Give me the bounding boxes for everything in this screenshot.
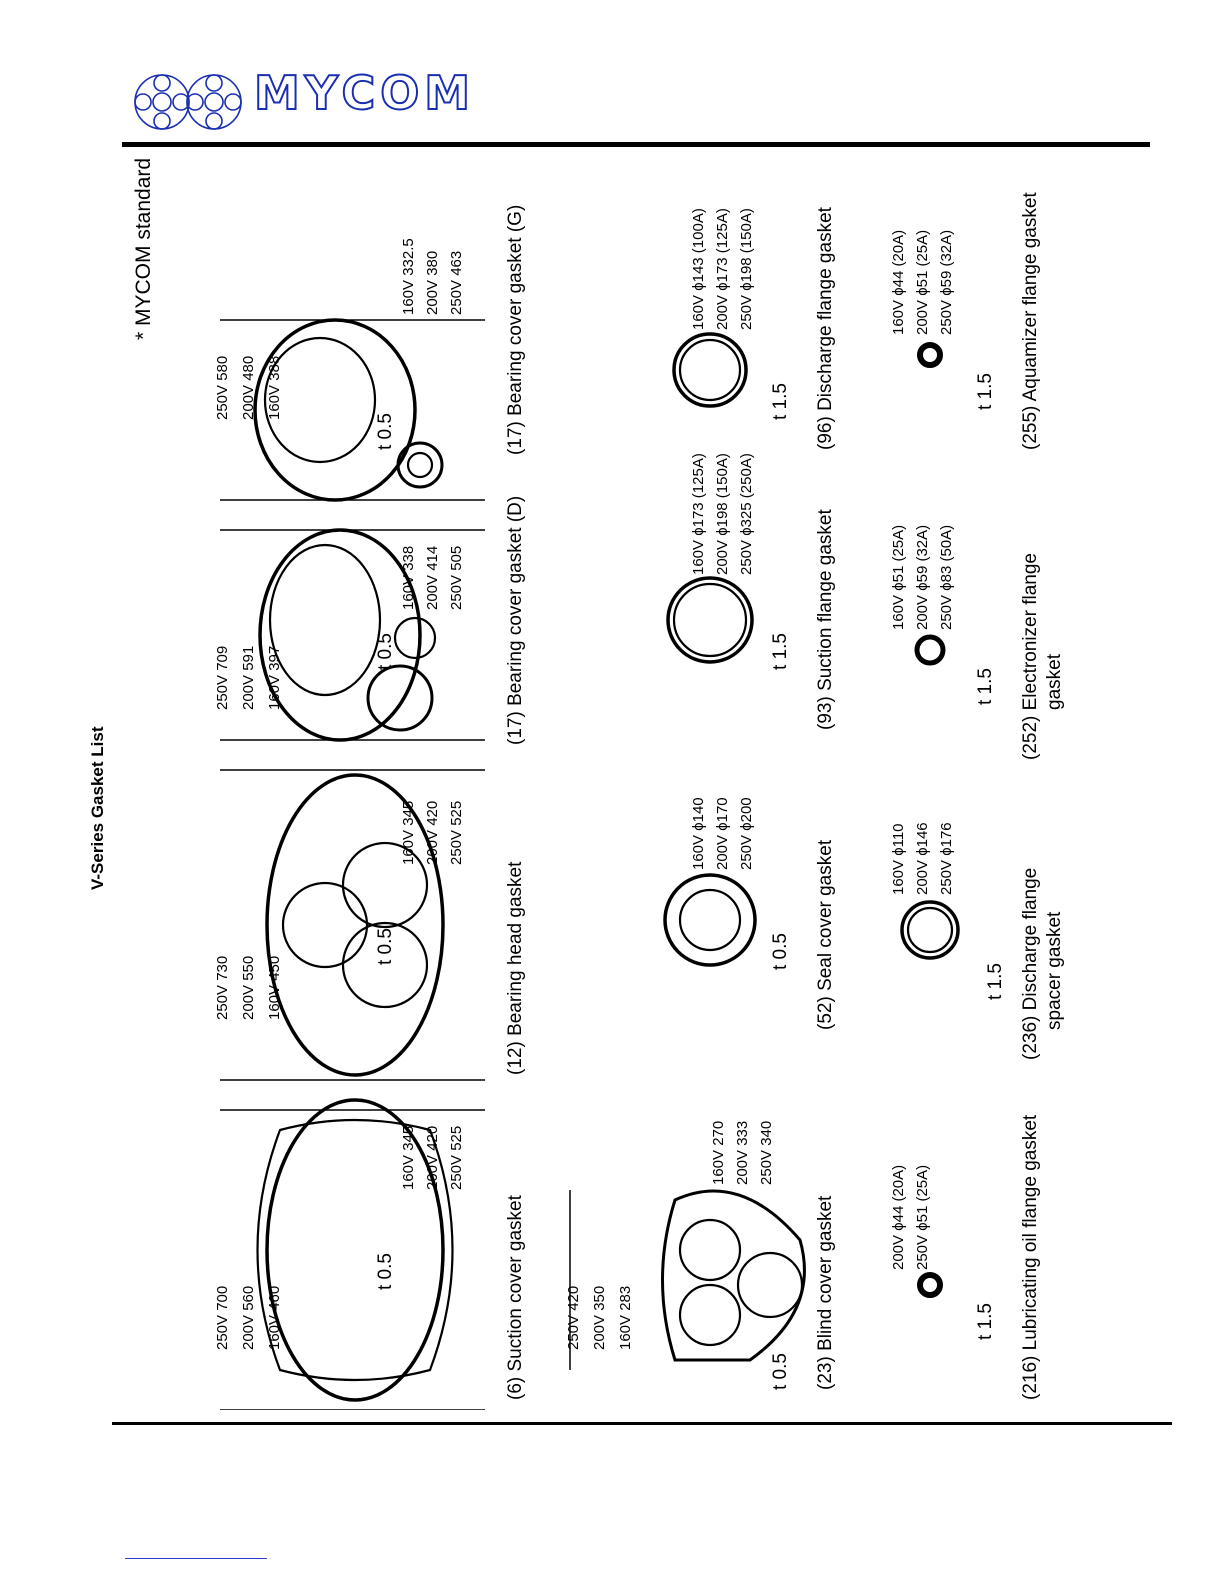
thickness-96: t 1.5 — [770, 383, 791, 420]
bearing-cover-gasket-g-drawing — [220, 320, 485, 500]
seal-cover-gasket-drawing — [665, 875, 755, 965]
dims-17g-160: 160V 388 — [266, 355, 283, 420]
widths-255-200: 200V ϕ51 (25A) — [914, 229, 931, 335]
bearing-cover-gasket-d-drawing — [220, 530, 485, 740]
dims-17g-250: 250V 580 — [214, 355, 231, 420]
brand-wordmark: MYCOM — [254, 66, 476, 120]
thickness-236: t 1.5 — [985, 963, 1006, 1000]
header-rule — [122, 142, 1150, 147]
widths-12-200: 200V 420 — [424, 800, 441, 865]
dims-17d-250: 250V 709 — [214, 645, 231, 710]
footer-link-line — [125, 1558, 267, 1559]
widths-17g-250: 250V 463 — [448, 250, 465, 315]
caption-96: (96) Discharge flange gasket — [815, 207, 836, 450]
widths-17d-250: 250V 505 — [448, 545, 465, 610]
thickness-93: t 1.5 — [770, 633, 791, 670]
dims-6-160: 160V 460 — [266, 1285, 283, 1350]
thickness-12: t 0.5 — [375, 928, 396, 965]
gasket-sheet — [88, 157, 1065, 1410]
widths-17d-200: 200V 414 — [424, 545, 441, 610]
electronizer-flange-gasket-drawing — [917, 637, 943, 663]
widths-96-160: 160V ϕ143 (100A) — [690, 208, 707, 330]
caption-255: (255) Aquamizer flange gasket — [1020, 192, 1041, 450]
widths-12-250: 250V 525 — [448, 800, 465, 865]
widths-93-160: 160V ϕ173 (125A) — [690, 453, 707, 575]
widths-236-200: 200V ϕ146 — [914, 822, 931, 895]
caption-252-line1: (252) Electronizer flange — [1020, 553, 1041, 760]
widths-6-250: 250V 525 — [448, 1125, 465, 1190]
discharge-flange-spacer-gasket-drawing — [902, 902, 958, 958]
widths-23-200: 200V 333 — [734, 1120, 751, 1185]
discharge-flange-gasket-drawing — [674, 334, 746, 406]
widths-93-200: 200V ϕ198 (150A) — [714, 453, 731, 575]
document-title: V-Series Gasket List — [88, 726, 107, 890]
footer-rule — [112, 1422, 1172, 1425]
aquamizer-flange-gasket-drawing — [920, 345, 940, 365]
standard-note: * MYCOM standard — [132, 157, 155, 340]
widths-52-160: 160V ϕ140 — [690, 797, 707, 870]
widths-93-250: 250V ϕ325 (250A) — [738, 453, 755, 575]
dims-23-200: 200V 350 — [591, 1285, 608, 1350]
widths-255-250: 250V ϕ59 (32A) — [938, 229, 955, 335]
widths-252-200: 200V ϕ59 (32A) — [914, 524, 931, 630]
widths-216-250: 250V ϕ51 (25A) — [914, 1164, 931, 1270]
dims-12-160: 160V 450 — [266, 955, 283, 1020]
suction-flange-gasket-drawing — [668, 578, 752, 662]
thickness-6: t 0.5 — [375, 1253, 396, 1290]
caption-6: (6) Suction cover gasket — [505, 1195, 526, 1400]
thickness-252: t 1.5 — [975, 668, 996, 705]
caption-23: (23) Blind cover gasket — [815, 1195, 836, 1390]
widths-52-250: 250V ϕ200 — [738, 797, 755, 870]
caption-12: (12) Bearing head gasket — [505, 861, 526, 1075]
widths-12-160: 160V 345 — [400, 800, 417, 865]
thickness-255: t 1.5 — [975, 373, 996, 410]
caption-17g: (17) Bearing cover gasket (G) — [505, 204, 526, 455]
widths-6-160: 160V 345 — [400, 1125, 417, 1190]
widths-23-250: 250V 340 — [758, 1120, 775, 1185]
dims-23-160: 160V 283 — [617, 1285, 634, 1350]
widths-96-200: 200V ϕ173 (125A) — [714, 208, 731, 330]
widths-17d-160: 160V 338 — [400, 545, 417, 610]
thickness-17g: t 0.5 — [375, 413, 396, 450]
thickness-216: t 1.5 — [975, 1303, 996, 1340]
bearing-head-gasket-drawing — [220, 770, 485, 1080]
widths-255-160: 160V ϕ44 (20A) — [890, 229, 907, 335]
thickness-17d: t 0.5 — [375, 633, 396, 670]
rotor-logo-icon — [132, 64, 252, 140]
caption-236-line2: spacer gasket — [1044, 911, 1065, 1030]
widths-17g-160: 160V 332.5 — [400, 238, 417, 315]
widths-23-160: 160V 270 — [710, 1120, 727, 1185]
suction-cover-gasket-drawing — [220, 1100, 485, 1410]
caption-216: (216) Lubricating oil flange gasket — [1020, 1114, 1041, 1400]
dims-12-250: 250V 730 — [214, 955, 231, 1020]
widths-216-200: 200V ϕ44 (20A) — [890, 1164, 907, 1270]
widths-236-250: 250V ϕ176 — [938, 822, 955, 895]
widths-96-250: 250V ϕ198 (150A) — [738, 208, 755, 330]
mycom-logo — [132, 64, 522, 140]
widths-6-200: 200V 420 — [424, 1125, 441, 1190]
caption-93: (93) Suction flange gasket — [815, 509, 836, 730]
dims-12-200: 200V 550 — [240, 955, 257, 1020]
caption-252-line2: gasket — [1044, 654, 1065, 710]
caption-236-line1: (236) Discharge flange — [1020, 867, 1041, 1060]
widths-252-160: 160V ϕ51 (25A) — [890, 524, 907, 630]
thickness-23: t 0.5 — [770, 1353, 791, 1390]
caption-17d: (17) Bearing cover gasket (D) — [505, 495, 526, 745]
dims-17g-200: 200V 480 — [240, 355, 257, 420]
lubricating-oil-flange-gasket-drawing — [920, 1275, 940, 1295]
dims-17d-200: 200V 591 — [240, 645, 257, 710]
widths-17g-200: 200V 380 — [424, 250, 441, 315]
dims-6-200: 200V 560 — [240, 1285, 257, 1350]
dims-6-250: 250V 700 — [214, 1285, 231, 1350]
widths-252-250: 250V ϕ83 (50A) — [938, 524, 955, 630]
dims-23-250: 250V 420 — [565, 1285, 582, 1350]
widths-236-160: 160V ϕ110 — [890, 823, 907, 895]
widths-52-200: 200V ϕ170 — [714, 797, 731, 870]
thickness-52: t 0.5 — [770, 933, 791, 970]
dims-17d-160: 160V 397 — [266, 645, 283, 710]
caption-52: (52) Seal cover gasket — [815, 839, 836, 1030]
